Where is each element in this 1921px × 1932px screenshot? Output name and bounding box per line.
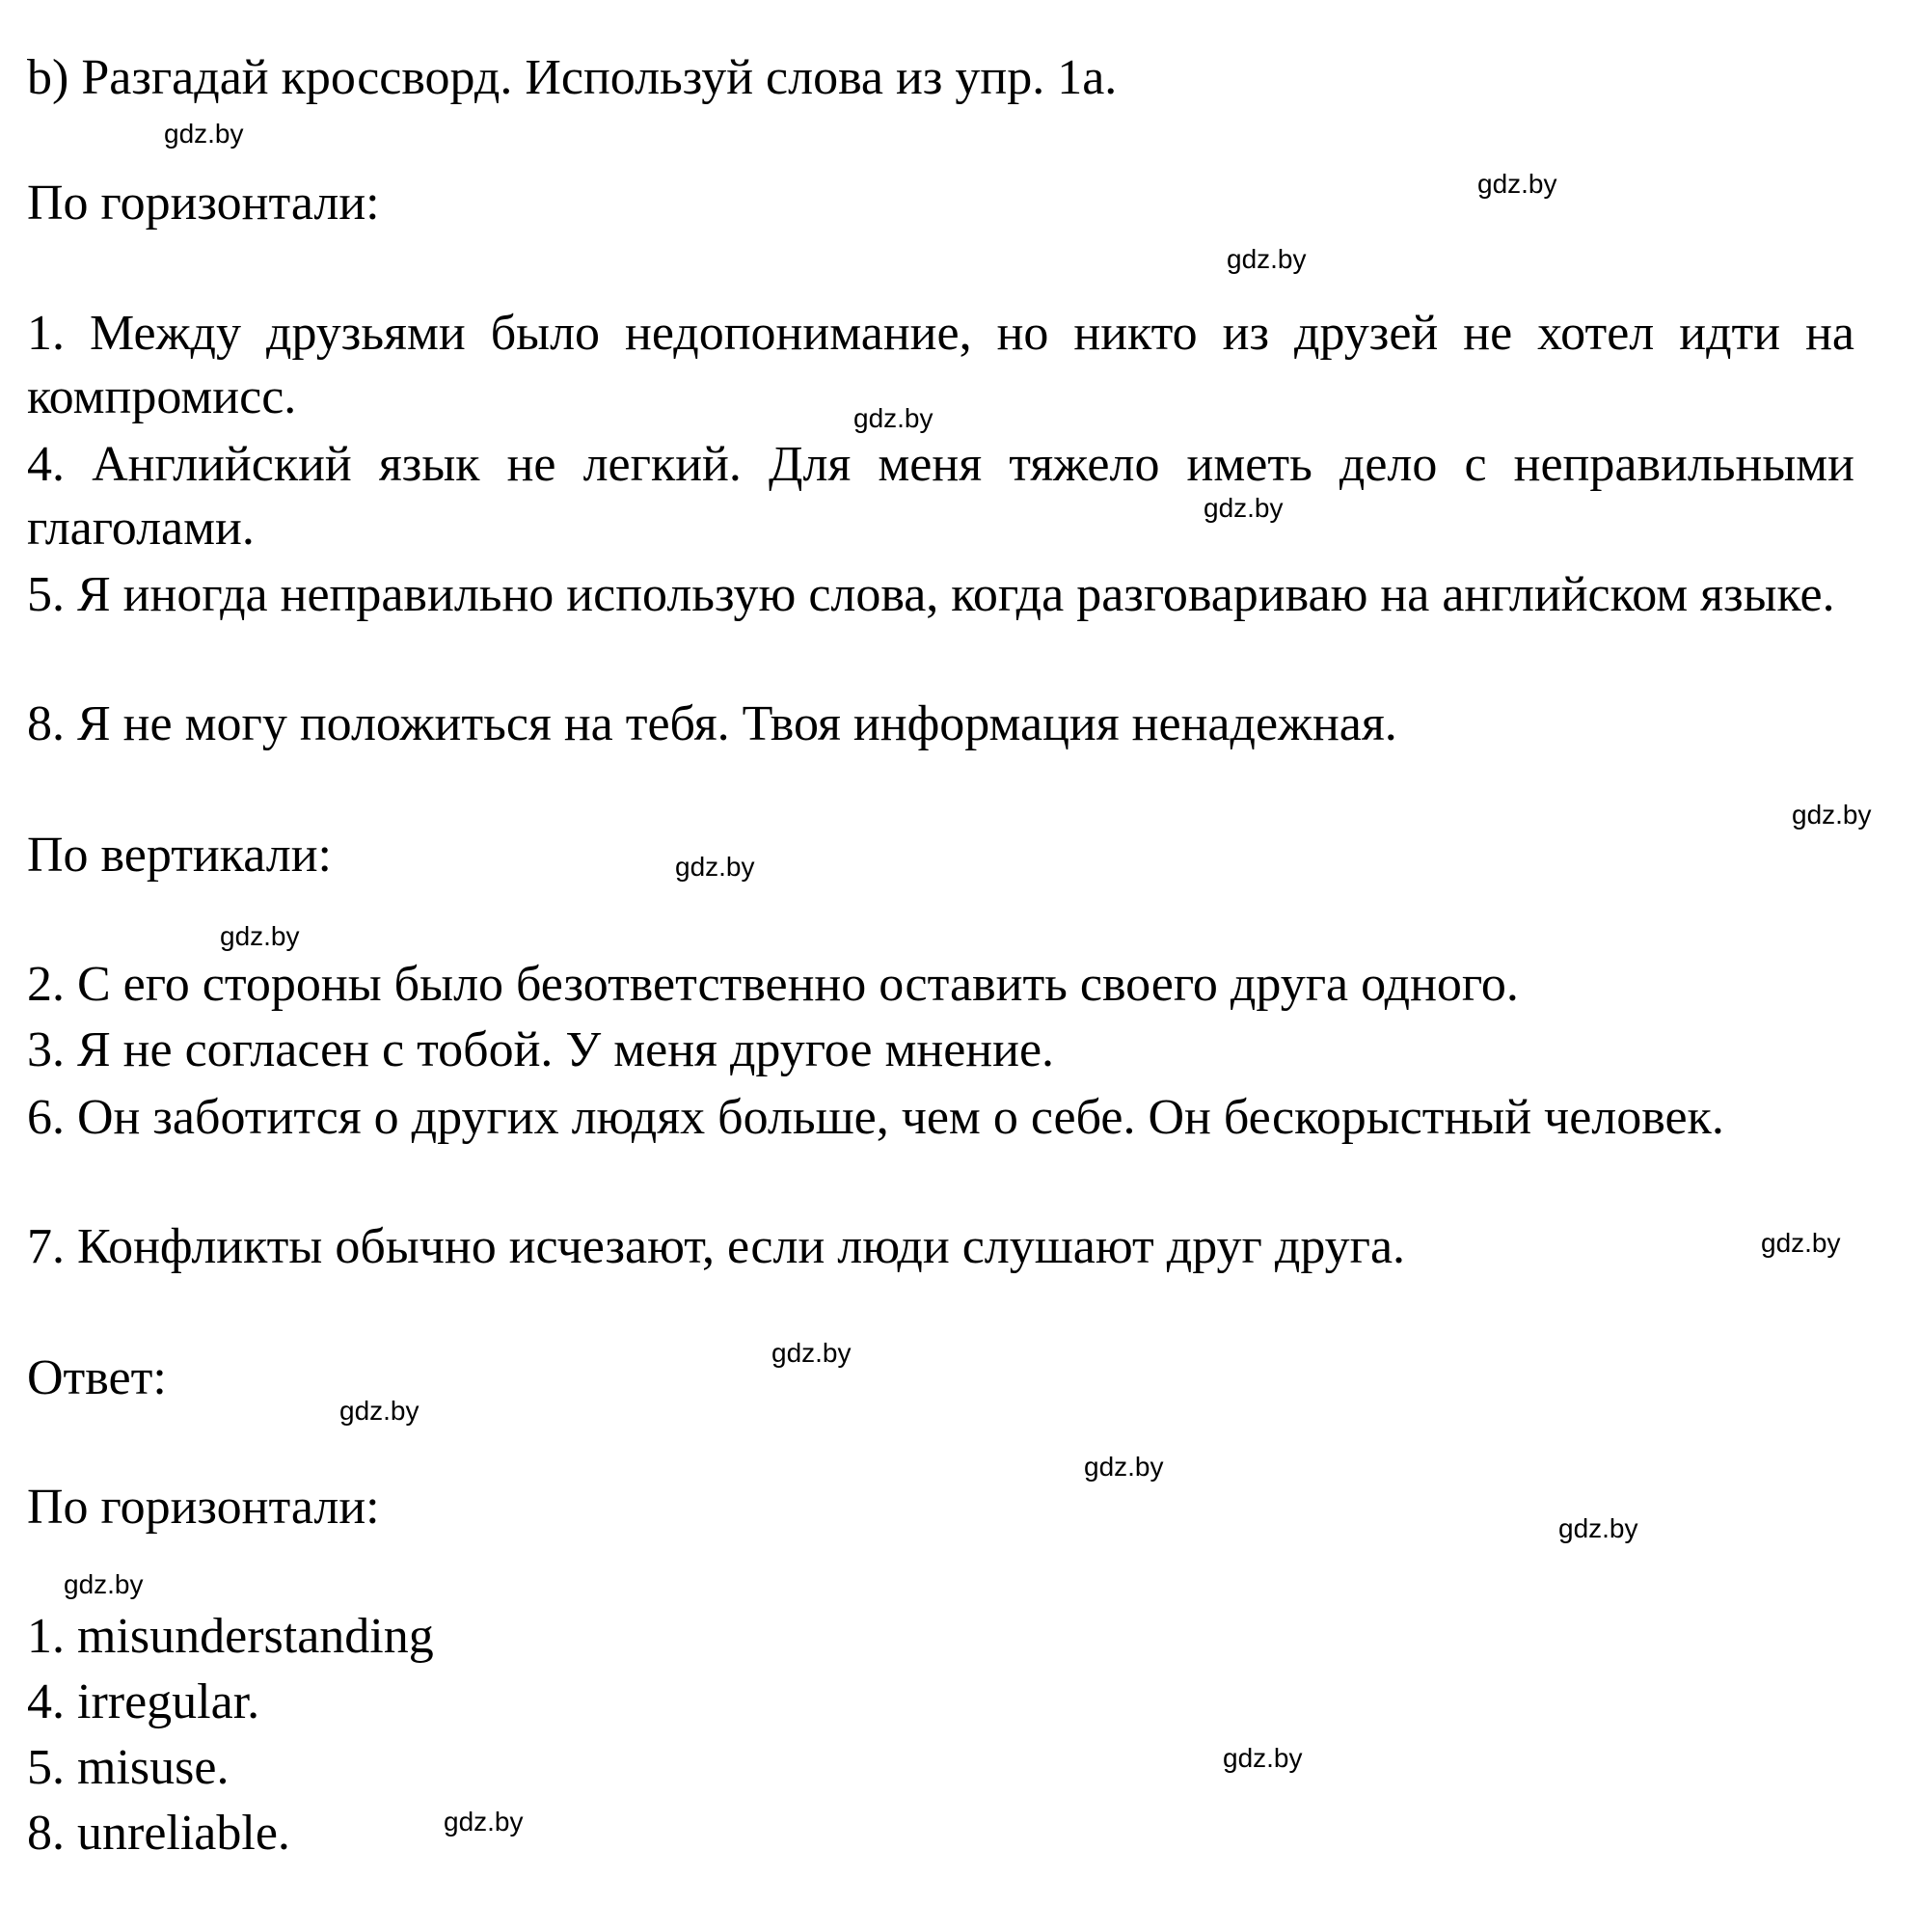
watermark: gdz.by (164, 119, 244, 149)
answer-8: 8. unreliable. (27, 1806, 290, 1861)
watermark: gdz.by (1084, 1452, 1164, 1482)
watermark: gdz.by (1204, 493, 1284, 523)
across-clue-8: 8. Я не могу положиться на тебя. Твоя информация ненадежная. (27, 696, 1397, 751)
across-clue-1: 1. Между друзьями было недопонимание, но никто из друзей не хотел идти на компромисс. (27, 306, 1854, 424)
down-clue-2: 2. С его стороны было безответственно оставить своего друга одного. (27, 957, 1519, 1012)
down-clue-3: 3. Я не согласен с тобой. У меня другое мнение. (27, 1022, 1055, 1077)
down-heading: По вертикали: (27, 828, 332, 883)
watermark: gdz.by (1223, 1743, 1303, 1773)
exercise-title: b) Разгадай кроссворд. Используй слова из упр. 1a. (27, 50, 1118, 105)
watermark: gdz.by (444, 1807, 524, 1837)
watermark: gdz.by (220, 921, 300, 951)
watermark: gdz.by (1477, 169, 1557, 199)
watermark: gdz.by (1792, 800, 1872, 830)
answer-4: 4. irregular. (27, 1674, 260, 1729)
watermark: gdz.by (339, 1396, 419, 1426)
watermark: gdz.by (1558, 1513, 1638, 1543)
answer-across-heading: По горизонтали: (27, 1480, 380, 1535)
watermark: gdz.by (1761, 1228, 1841, 1258)
watermark: gdz.by (64, 1569, 144, 1599)
across-clue-5: 5. Я иногда неправильно использую слова, когда разговариваю на английском языке. (27, 567, 1835, 622)
watermark: gdz.by (1227, 244, 1307, 274)
watermark: gdz.by (675, 852, 755, 882)
down-clue-7: 7. Конфликты обычно исчезают, если люди слушают друг друга. (27, 1219, 1406, 1274)
across-heading: По горизонтали: (27, 176, 380, 231)
watermark: gdz.by (771, 1338, 852, 1368)
answer-1: 1. misunderstanding (27, 1609, 434, 1664)
watermark: gdz.by (853, 403, 933, 433)
answer-5: 5. misuse. (27, 1740, 230, 1795)
answer-label: Ответ: (27, 1350, 167, 1405)
across-clue-4: 4. Английский язык не легкий. Для меня тяжело иметь дело с неправильными глаголами. (27, 437, 1854, 556)
down-clue-6: 6. Он заботится о других людях больше, чем о себе. Он бескорыстный человек. (27, 1090, 1724, 1145)
